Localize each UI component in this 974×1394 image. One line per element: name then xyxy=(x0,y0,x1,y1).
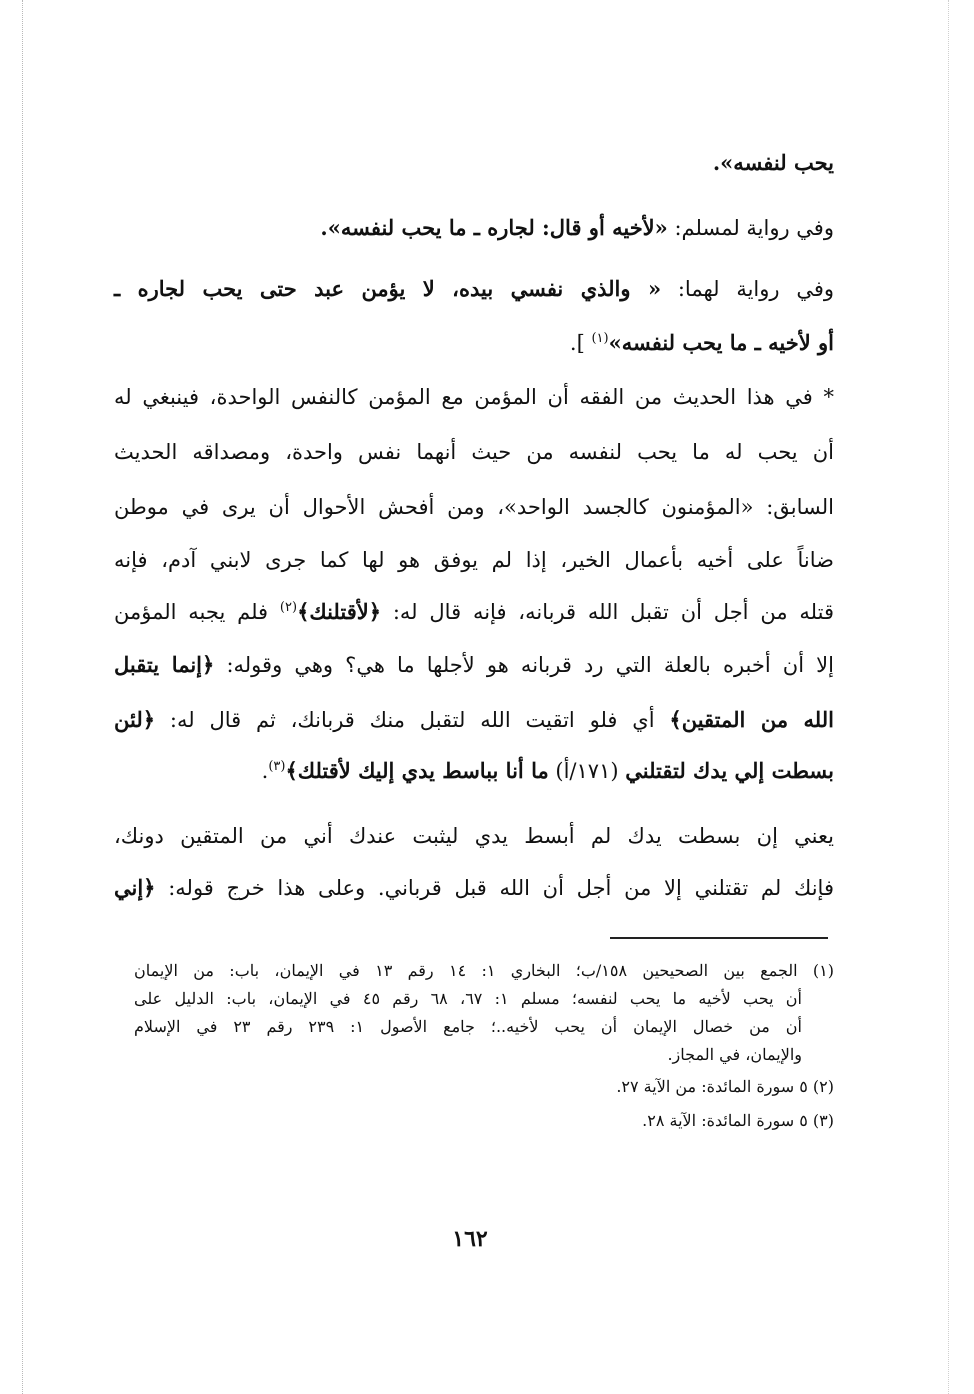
paragraph-text: أن يحب له ما يحب لنفسه من حيث أنهما نفس واحدة، ومصداقه الحديث xyxy=(114,440,834,464)
paragraph-text: قتله من أجل أن تقبل الله قربانه، فإنه قال له: xyxy=(381,600,834,624)
body-line-11 xyxy=(114,705,834,735)
narration-intro: وفي رواية لمسلم: xyxy=(667,216,834,240)
body-line-10 xyxy=(114,650,834,680)
footnote-ref-2: (٢) xyxy=(279,600,298,615)
body-line-5 xyxy=(114,382,834,412)
paragraph-text: إلا أن أخبره بالعلة التي رد قربانه هو لأجلها ما هي؟ وهي وقوله: xyxy=(214,653,834,677)
narration-intro: وفي رواية لهما: xyxy=(661,277,835,301)
quran-quote: ﴿لأقتلنك﴾ xyxy=(297,599,382,624)
body-line-9 xyxy=(114,597,834,627)
body-line-1 xyxy=(114,148,834,178)
body-line-6 xyxy=(114,437,834,467)
footnote-2 xyxy=(134,1074,834,1100)
footnote-ref-3: (٣) xyxy=(268,759,286,774)
footnote-text: أن من خصال الإيمان أن يحب لأخيه..؛ جامع الأصول ١: ٢٣٩ رقم ٢٣ في الإسلام xyxy=(134,1017,803,1036)
paragraph-text: * في هذا الحديث من الفقه أن المؤمن مع المؤمن كالنفس الواحدة، فينبغي له xyxy=(114,385,834,409)
quran-quote: ﴿إني xyxy=(114,875,156,900)
page-number: ١٦٢ xyxy=(452,1226,488,1252)
footnote-1-line-3 xyxy=(134,1014,802,1040)
body-line-13 xyxy=(114,821,834,851)
footnote-3 xyxy=(134,1108,834,1134)
quran-quote: بسطت إلي يدك لتقتلني xyxy=(625,758,834,783)
period: . xyxy=(261,759,269,783)
quran-quote: ﴿لئن xyxy=(114,707,156,732)
hadith-text: أو لأخيه ـ ما يحب لنفسه» xyxy=(608,330,834,355)
paragraph-text: فإنك لم تقتلني إلا من أجل أن الله قبل قرباني. وعلى هذا خرج قوله: xyxy=(155,876,834,900)
footnote-text: والإيمان، في المجاز. xyxy=(667,1045,802,1064)
manuscript-ref: (١٧١/أ) xyxy=(548,759,626,783)
scan-edge-right xyxy=(948,0,949,1394)
paragraph-text: أي فلو اتقيت الله لتقبل منك قربانك، ثم قال له: xyxy=(155,708,670,732)
paragraph-text: فلم يجبه المؤمن xyxy=(114,600,280,624)
hadith-text: « والذي نفسي بيده، لا يؤمن عبد حتى يحب لجاره ـ xyxy=(114,276,662,301)
footnote-1-line-2 xyxy=(134,986,802,1012)
body-line-7 xyxy=(114,492,834,522)
body-line-4 xyxy=(114,328,834,358)
quran-quote: ﴿إنما يتقبل xyxy=(114,652,215,677)
body-line-14 xyxy=(114,873,834,903)
paragraph-text: السابق: «المؤمنون كالجسد الواحد»، ومن أفحش الأحوال أن يرى في موطن xyxy=(114,495,834,519)
body-line-12 xyxy=(114,756,834,786)
footnote-1-line-1 xyxy=(134,958,834,984)
scan-edge-left xyxy=(22,0,23,1394)
body-line-3 xyxy=(114,274,834,304)
hadith-text: يحب لنفسه». xyxy=(712,150,834,175)
quran-quote: ما أنا بباسط يدي إليك لأقتلك﴾ xyxy=(285,758,549,783)
paragraph-text: يعني إن بسطت يدك لم أبسط يدي ليثبت عندك أني من المتقين دونك، xyxy=(114,824,834,848)
body-line-2 xyxy=(114,213,834,243)
footnote-1-line-4 xyxy=(134,1042,802,1068)
bracket-close: ]. xyxy=(569,331,592,355)
footnote-separator xyxy=(610,937,828,939)
footnote-text: (٣) ٥ سورة المائدة: الآية ٢٨. xyxy=(642,1111,834,1130)
footnote-text: (١) الجمع بين الصحيحين ١٥٨/ب؛ البخاري ١: ١٤ رقم ١٣ في الإيمان، باب: من الإيمان xyxy=(134,961,835,980)
hadith-text: «لأخيه أو قال: لجاره ـ ما يحب لنفسه». xyxy=(320,215,668,240)
footnote-text: أن يحب لأخيه ما يحب لنفسه؛ مسلم ١: ٦٧، ٦٨ رقم ٤٥ في الإيمان، باب: الدليل على xyxy=(134,989,802,1008)
footnote-text: (٢) ٥ سورة المائدة: من الآية ٢٧. xyxy=(616,1077,834,1096)
footnote-ref-1: (١) xyxy=(591,331,609,346)
quran-quote: الله من المتقين﴾ xyxy=(669,707,834,732)
body-line-8 xyxy=(114,545,834,575)
paragraph-text: ضاناً على أخيه بأعمال الخير، إذا لم يوفق هو لها كما جرى لابني آدم، فإنه xyxy=(114,548,834,572)
